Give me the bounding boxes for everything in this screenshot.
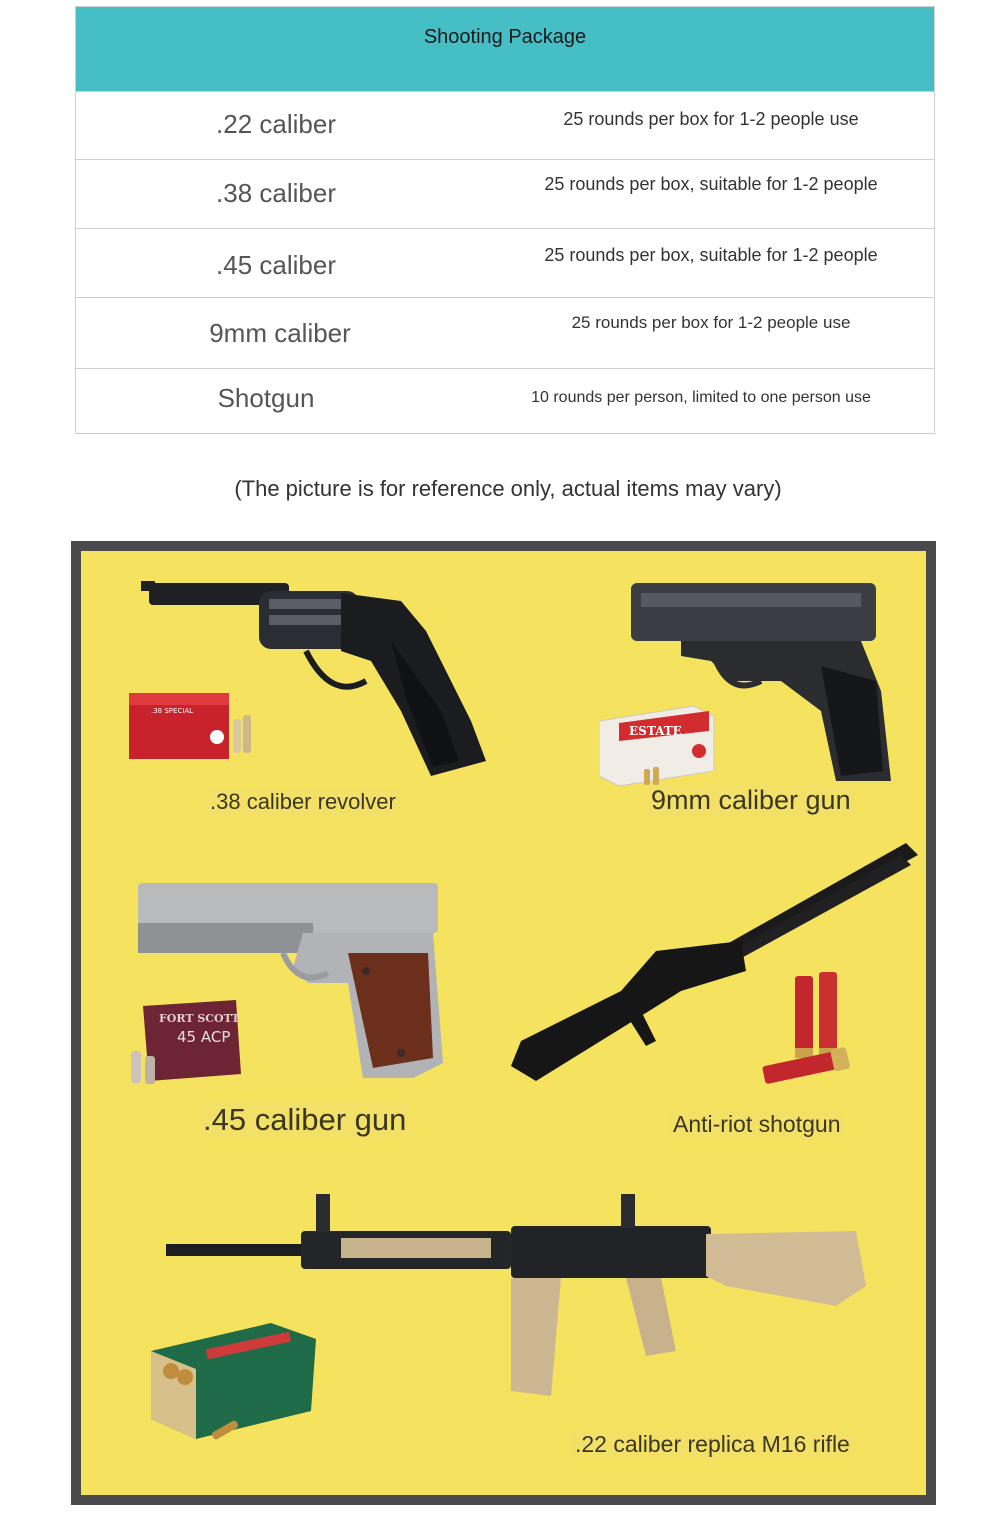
shooting-package-table xyxy=(75,6,935,434)
table-row xyxy=(76,297,934,368)
gun45-caption: .45 caliber gun xyxy=(199,1102,410,1138)
caliber-cell: Shotgun xyxy=(217,383,315,413)
box9mm-label: ESTATE xyxy=(629,724,682,738)
caliber-cell: .38 caliber xyxy=(216,178,336,208)
revolver38-caption: .38 caliber revolver xyxy=(206,789,400,815)
ammo-box-45-image xyxy=(131,996,256,1091)
description-cell: 25 rounds per box, suitable for 1-2 people xyxy=(544,174,878,194)
table-row xyxy=(76,159,934,228)
table-row xyxy=(76,91,934,159)
box45-brand: FORT SCOTT xyxy=(159,1012,240,1025)
panel-background xyxy=(81,551,926,1495)
shotgun-shells-image xyxy=(753,966,883,1086)
ammo-box-9mm-image xyxy=(599,701,724,791)
box45-type: 45 ACP xyxy=(177,1028,231,1046)
ammo-box-22-image xyxy=(151,1311,331,1476)
box38-label: .38 SPECIAL xyxy=(151,707,194,715)
gun9mm-caption: 9mm caliber gun xyxy=(647,785,855,816)
rifle22-caption: .22 caliber replica M16 rifle xyxy=(571,1431,854,1458)
table-row xyxy=(76,228,934,297)
description-cell: 25 rounds per box for 1-2 people use xyxy=(571,313,851,332)
caliber-cell: .45 caliber xyxy=(216,250,336,280)
reference-note: (The picture is for reference only, actual items may vary) xyxy=(234,476,782,501)
table-title: Shooting Package xyxy=(423,26,587,48)
ammo-box-38-image xyxy=(129,691,259,761)
description-cell: 25 rounds per box, suitable for 1-2 people xyxy=(544,245,878,265)
description-cell: 25 rounds per box for 1-2 people use xyxy=(563,109,859,129)
shotgun-caption: Anti-riot shotgun xyxy=(669,1111,844,1138)
description-cell: 10 rounds per person, limited to one person use xyxy=(531,389,871,406)
table-header xyxy=(76,7,934,91)
caliber-cell: 9mm caliber xyxy=(209,318,351,348)
weapons-picture-panel xyxy=(71,541,936,1505)
table-row xyxy=(76,368,934,433)
caliber-cell: .22 caliber xyxy=(216,109,336,139)
